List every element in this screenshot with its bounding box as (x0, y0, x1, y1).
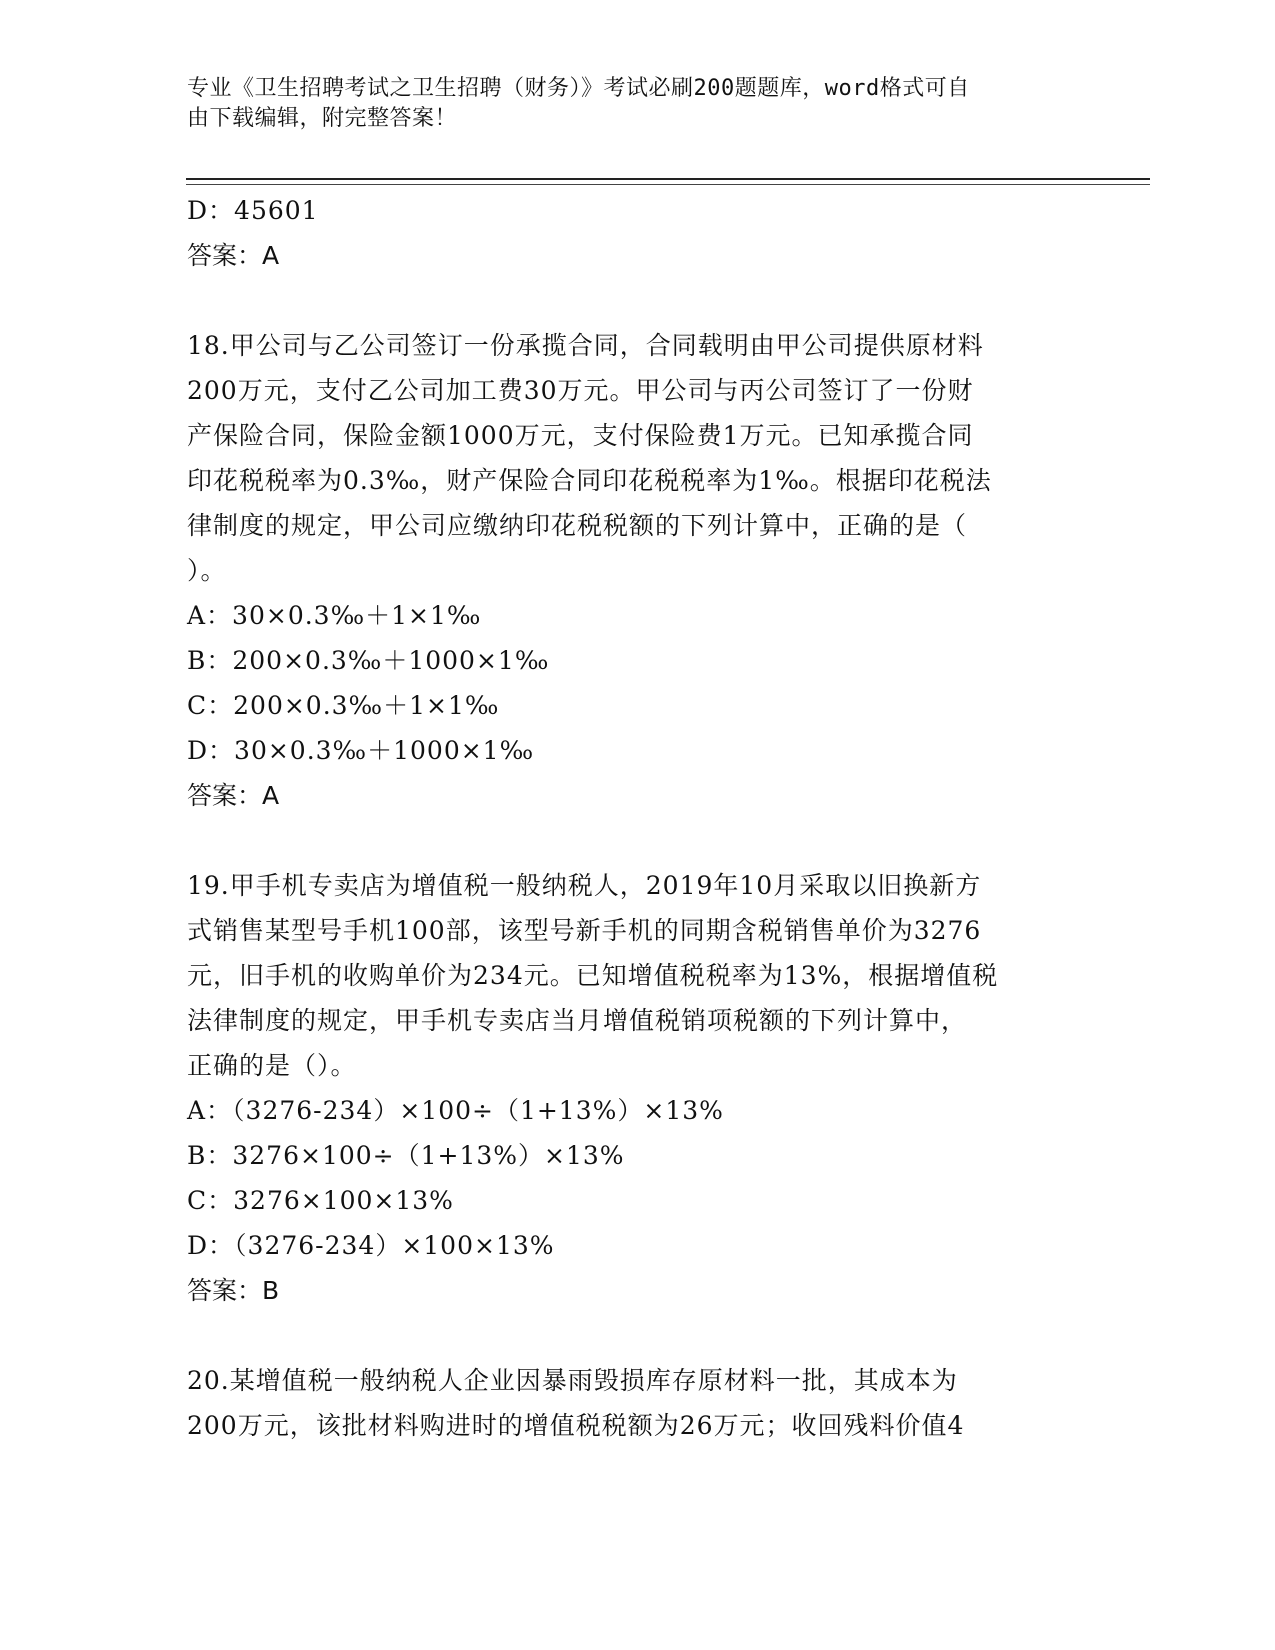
q19-option-b: B：3276×100÷（1+13%）×13% (187, 1141, 625, 1170)
q18-stem-line: 200万元，支付乙公司加工费30万元。甲公司与丙公司签订了一份财 (187, 376, 974, 405)
q20-stem-line: 200万元，该批材料购进时的增值税税额为26万元；收回残料价值4 (187, 1411, 965, 1440)
q18-stem-line: 产保险合同，保险金额1000万元，支付保险费1万元。已知承揽合同 (187, 421, 974, 450)
q18-stem-line: 律制度的规定，甲公司应缴纳印花税税额的下列计算中，正确的是（ (187, 511, 968, 540)
q18-stem-line: ）。 (187, 556, 227, 585)
q18-option-c: C：200×0.3‰＋1×1‰ (187, 691, 500, 720)
q18-option-a: A：30×0.3‰＋1×1‰ (187, 601, 482, 630)
prev-option-d: D：45601 (187, 196, 319, 225)
q19-answer: 答案：B (187, 1276, 280, 1305)
q19-stem-line: 法律制度的规定，甲手机专卖店当月增值税销项税额的下列计算中， (187, 1006, 968, 1035)
header-line-1: 专业《卫生招聘考试之卫生招聘（财务）》考试必刷200题题库，word格式可自 (187, 76, 970, 101)
question-19 (187, 863, 1087, 1313)
q18-option-b: B：200×0.3‰＋1000×1‰ (187, 646, 550, 675)
q19-option-d: D：（3276-234）×100×13% (187, 1231, 555, 1260)
q19-option-a: A：（3276-234）×100÷（1+13%）×13% (187, 1096, 724, 1125)
spacer (187, 278, 1087, 323)
q19-stem-line: 19.甲手机专卖店为增值税一般纳税人，2019年10月采取以旧换新方 (187, 871, 982, 900)
header-divider-thick (186, 178, 1150, 180)
q19-stem-line: 正确的是（）。 (187, 1051, 357, 1080)
header-line-2: 由下载编辑，附完整答案！ (187, 106, 458, 131)
prev-answer: 答案：A (187, 241, 280, 270)
document-body (187, 188, 1087, 1448)
spacer (187, 818, 1087, 863)
q18-stem-line: 18.甲公司与乙公司签订一份承揽合同，合同载明由甲公司提供原材料 (187, 331, 984, 360)
question-20 (187, 1358, 1087, 1448)
q20-stem-line: 20.某增值税一般纳税人企业因暴雨毁损库存原材料一批，其成本为 (187, 1366, 958, 1395)
q19-option-c: C：3276×100×13% (187, 1186, 454, 1215)
q19-stem-line: 式销售某型号手机100部，该型号新手机的同期含税销售单价为3276 (187, 916, 982, 945)
spacer (187, 1313, 1087, 1358)
q18-option-d: D：30×0.3‰＋1000×1‰ (187, 736, 535, 765)
header-divider-thin (186, 184, 1150, 185)
document-header (187, 74, 1067, 134)
question-18 (187, 323, 1087, 818)
q19-stem-line: 元，旧手机的收购单价为234元。已知增值税税率为13%，根据增值税 (187, 961, 999, 990)
q18-answer: 答案：A (187, 781, 280, 810)
q18-stem-line: 印花税税率为0.3‰，财产保险合同印花税税率为1‰。根据印花税法 (187, 466, 992, 495)
